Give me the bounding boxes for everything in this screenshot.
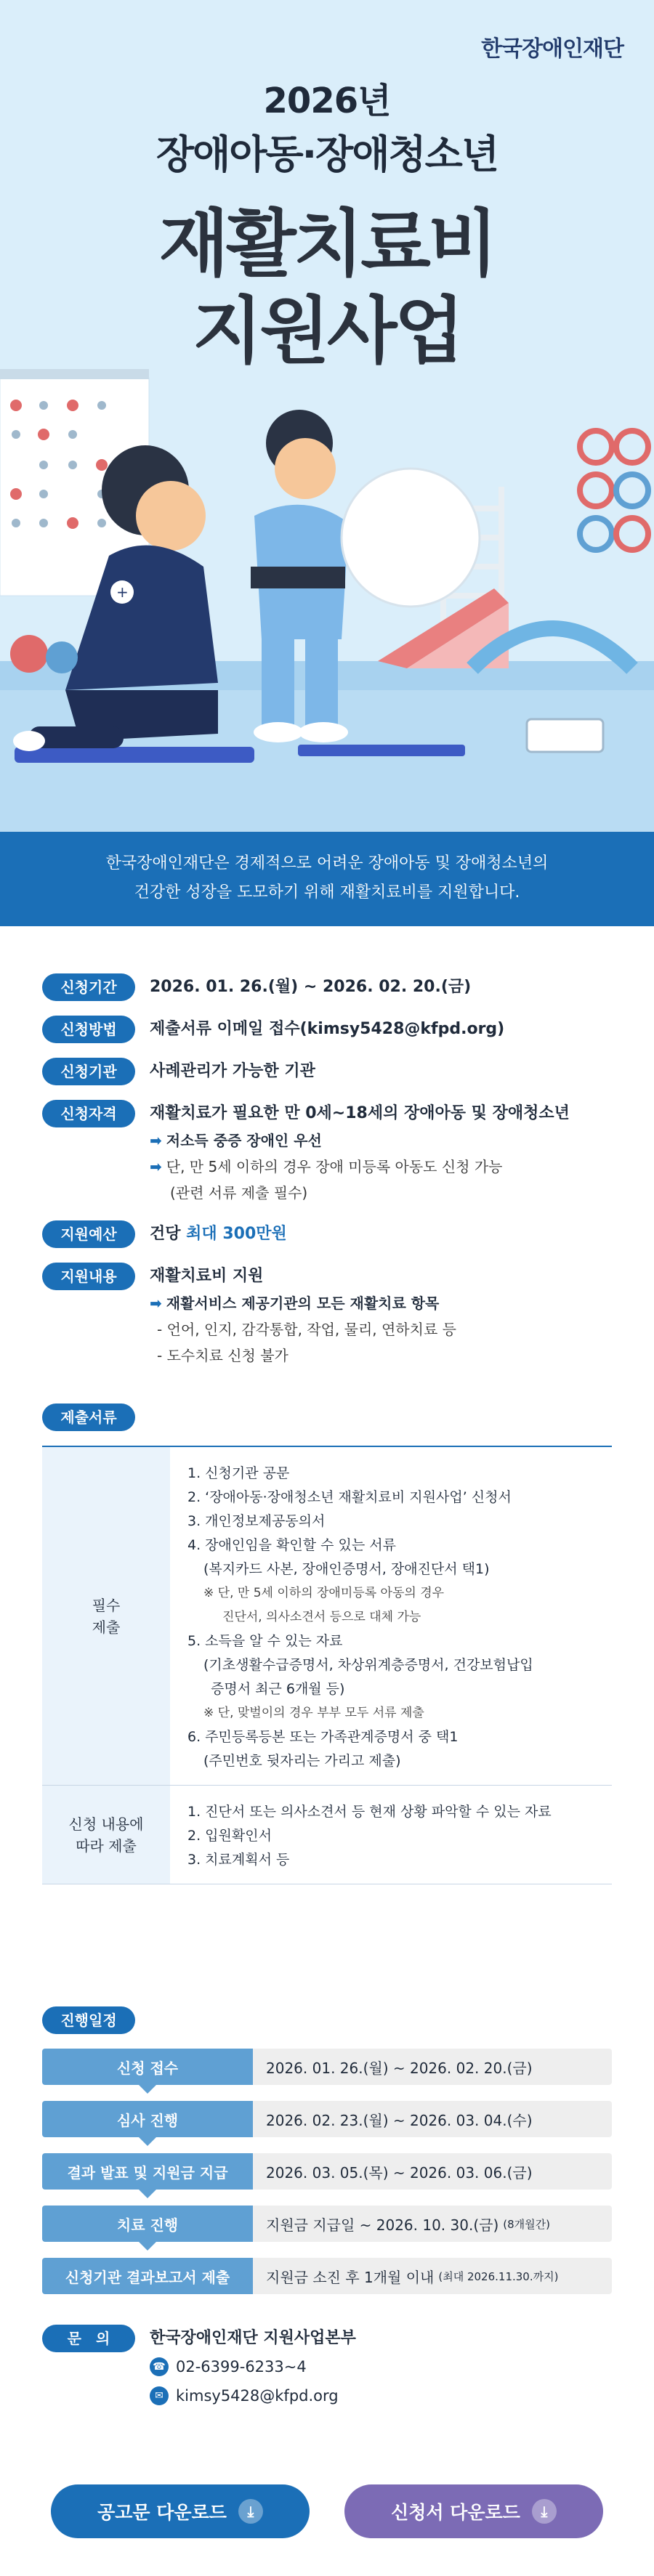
org-label: 신청기관 (42, 1058, 135, 1085)
schedule-note: (최대 2026.11.30.까지) (438, 2269, 559, 2283)
hero-subtitle: 장애아동·장애청소년 (156, 131, 498, 177)
schedule-row (42, 2206, 612, 2242)
hero-banner (0, 0, 654, 832)
doc-item: 6. 주민등록등본 또는 가족관계증명서 중 택1 (187, 1729, 459, 1745)
doc-item: 2. 입원확인서 (187, 1828, 272, 1844)
schedule-step: 치료 진행 (116, 2216, 179, 2234)
schedule-value: 2026. 03. 05.(목) ~ 2026. 03. 06.(금) (266, 2163, 533, 2182)
phone-icon: ☎ (150, 2357, 169, 2376)
info-row-method (42, 1016, 616, 1043)
mail-icon: ✉ (150, 2386, 169, 2405)
content-sub1: 재활서비스 제공기관의 모든 재활치료 항목 (166, 1295, 440, 1312)
optional-label-1: 신청 내용에 (68, 1815, 144, 1833)
application-download-button[interactable] (344, 2484, 603, 2538)
schedule-step: 심사 진행 (116, 2111, 179, 2129)
budget-label: 지원예산 (42, 1220, 135, 1248)
doc-item-note: 진단서, 의사소견서 등으로 대체 가능 (222, 1610, 421, 1624)
eligibility-sub2b: (관련 서류 제출 필수) (170, 1184, 308, 1202)
docs-row-required (42, 1447, 612, 1786)
schedule-row (42, 2049, 612, 2085)
hero-title-line1: 재활치료비 (158, 201, 496, 286)
docs-row-optional (42, 1786, 612, 1884)
doc-item-detail: (복지카드 사본, 장애인증명서, 장애진단서 택1) (203, 1561, 490, 1577)
optional-label-2: 따라 제출 (76, 1836, 137, 1855)
optional-label (42, 1786, 170, 1884)
doc-item: 3. 치료계획서 등 (187, 1852, 290, 1868)
required-label-1: 필수 (92, 1596, 121, 1614)
intro-banner (0, 832, 654, 926)
doc-item: 3. 개인정보제공동의서 (187, 1513, 326, 1529)
svg-text:+: + (116, 583, 129, 601)
download-icon: ⤓ (532, 2499, 557, 2524)
method-label: 신청방법 (42, 1016, 135, 1043)
foundation-logo (481, 31, 623, 62)
program-info (42, 973, 616, 1383)
docs-table (42, 1446, 612, 1884)
eligibility-sub1: 저소득 중증 장애인 우선 (166, 1132, 322, 1149)
info-row-period (42, 973, 616, 1001)
schedule-step: 신청 접수 (116, 2059, 179, 2077)
content-sub2: - 언어, 인지, 감각통합, 작업, 물리, 연하치료 등 (157, 1321, 456, 1338)
content-sub3: - 도수치료 신청 불가 (157, 1347, 288, 1364)
doc-item: 4. 장애인임을 확인할 수 있는 서류 (187, 1537, 396, 1553)
application-download-label: 신청서 다운로드 (391, 2502, 520, 2523)
download-buttons (0, 2484, 654, 2538)
contact-org: 한국장애인재단 지원사업본부 (150, 2329, 356, 2347)
schedule-value: 2026. 02. 23.(월) ~ 2026. 03. 04.(수) (266, 2111, 533, 2129)
period-value: 2026. 01. 26.(월) ~ 2026. 02. 20.(금) (150, 978, 472, 996)
schedule-row (42, 2258, 612, 2294)
method-value: 제출서류 이메일 접수(kimsy5428@kfpd.org) (150, 1020, 505, 1038)
hero-year: 2026년 (263, 81, 391, 121)
eligibility-label: 신청자격 (42, 1100, 135, 1127)
schedule-step: 신청기관 결과보고서 제출 (65, 2268, 230, 2286)
content-label: 지원내용 (42, 1263, 135, 1290)
arrow-right-icon: ➡ (150, 1295, 162, 1312)
intro-line2: 건강한 성장을 도모하기 위해 재활치료비를 지원합니다. (134, 883, 520, 902)
doc-item-detail: (기초생활수급증명서, 차상위계층증명서, 건강보험납입 (203, 1657, 533, 1673)
contact-phone[interactable]: 02-6399-6233~4 (176, 2358, 307, 2375)
doc-item: 1. 신청기관 공문 (187, 1465, 290, 1481)
doc-item: 1. 진단서 또는 의사소견서 등 현재 상황 파악할 수 있는 자료 (187, 1804, 552, 1820)
docs-title: 제출서류 (42, 1404, 135, 1431)
required-label-2: 제출 (92, 1618, 121, 1636)
budget-prefix: 건당 (150, 1225, 187, 1243)
contact-label: 문 의 (42, 2325, 135, 2352)
logo-text: 한국장애인재단 (481, 36, 623, 62)
contact-email-line (150, 2381, 356, 2410)
schedule-value: 2026. 01. 26.(월) ~ 2026. 02. 20.(금) (266, 2059, 533, 2077)
info-row-eligibility (42, 1100, 616, 1206)
notice-download-button[interactable] (51, 2484, 310, 2538)
period-label: 신청기간 (42, 973, 135, 1001)
info-row-org (42, 1058, 616, 1085)
info-row-content (42, 1263, 616, 1369)
schedule-title: 진행일정 (42, 2006, 135, 2034)
schedule-row (42, 2101, 612, 2137)
doc-item-note: ※ 단, 만 5세 이하의 장애미등록 아동의 경우 (203, 1586, 445, 1600)
doc-item: 5. 소득을 알 수 있는 자료 (187, 1633, 343, 1649)
doc-item-detail: (주민번호 뒷자리는 가리고 제출) (203, 1753, 401, 1769)
org-value: 사례관리가 가능한 기관 (150, 1062, 315, 1080)
schedule-value: 지원금 지급일 ~ 2026. 10. 30.(금) (266, 2216, 499, 2234)
intro-line1: 한국장애인재단은 경제적으로 어려운 장애아동 및 장애청소년의 (105, 854, 549, 872)
schedule-section (42, 2006, 135, 2034)
therapy-illustration (0, 349, 654, 832)
doc-item-note: ※ 단, 맞벌이의 경우 부부 모두 서류 제출 (203, 1706, 424, 1720)
contact-section (42, 2325, 612, 2410)
docs-section (42, 1404, 135, 1431)
notice-download-label: 공고문 다운로드 (97, 2502, 227, 2523)
doc-item: 2. ‘장애아동·장애청소년 재활치료비 지원사업’ 신청서 (187, 1489, 512, 1505)
info-row-budget (42, 1220, 616, 1248)
doc-item-detail: 증명서 최근 6개월 등) (211, 1681, 345, 1697)
content-value: 재활치료비 지원 (150, 1267, 264, 1285)
contact-phone-line (150, 2352, 356, 2381)
budget-value: 최대 300만원 (186, 1225, 287, 1243)
schedule-step: 결과 발표 및 지원금 지급 (67, 2163, 228, 2182)
schedule-row (42, 2153, 612, 2190)
eligibility-sub2: 단, 만 5세 이하의 경우 장애 미등록 아동도 신청 가능 (166, 1158, 503, 1175)
schedule-list (42, 2049, 612, 2310)
schedule-value: 지원금 소진 후 1개월 이내 (266, 2268, 435, 2286)
arrow-right-icon: ➡ (150, 1132, 162, 1149)
hero-title-line2: 지원사업 (192, 288, 462, 373)
arrow-right-icon: ➡ (150, 1158, 162, 1175)
schedule-note: (8개월간) (503, 2217, 550, 2231)
eligibility-value: 재활치료가 필요한 만 0세~18세의 장애아동 및 장애청소년 (150, 1104, 570, 1122)
download-icon: ⤓ (238, 2499, 263, 2524)
required-label (42, 1447, 170, 1785)
contact-email[interactable]: kimsy5428@kfpd.org (176, 2387, 339, 2405)
